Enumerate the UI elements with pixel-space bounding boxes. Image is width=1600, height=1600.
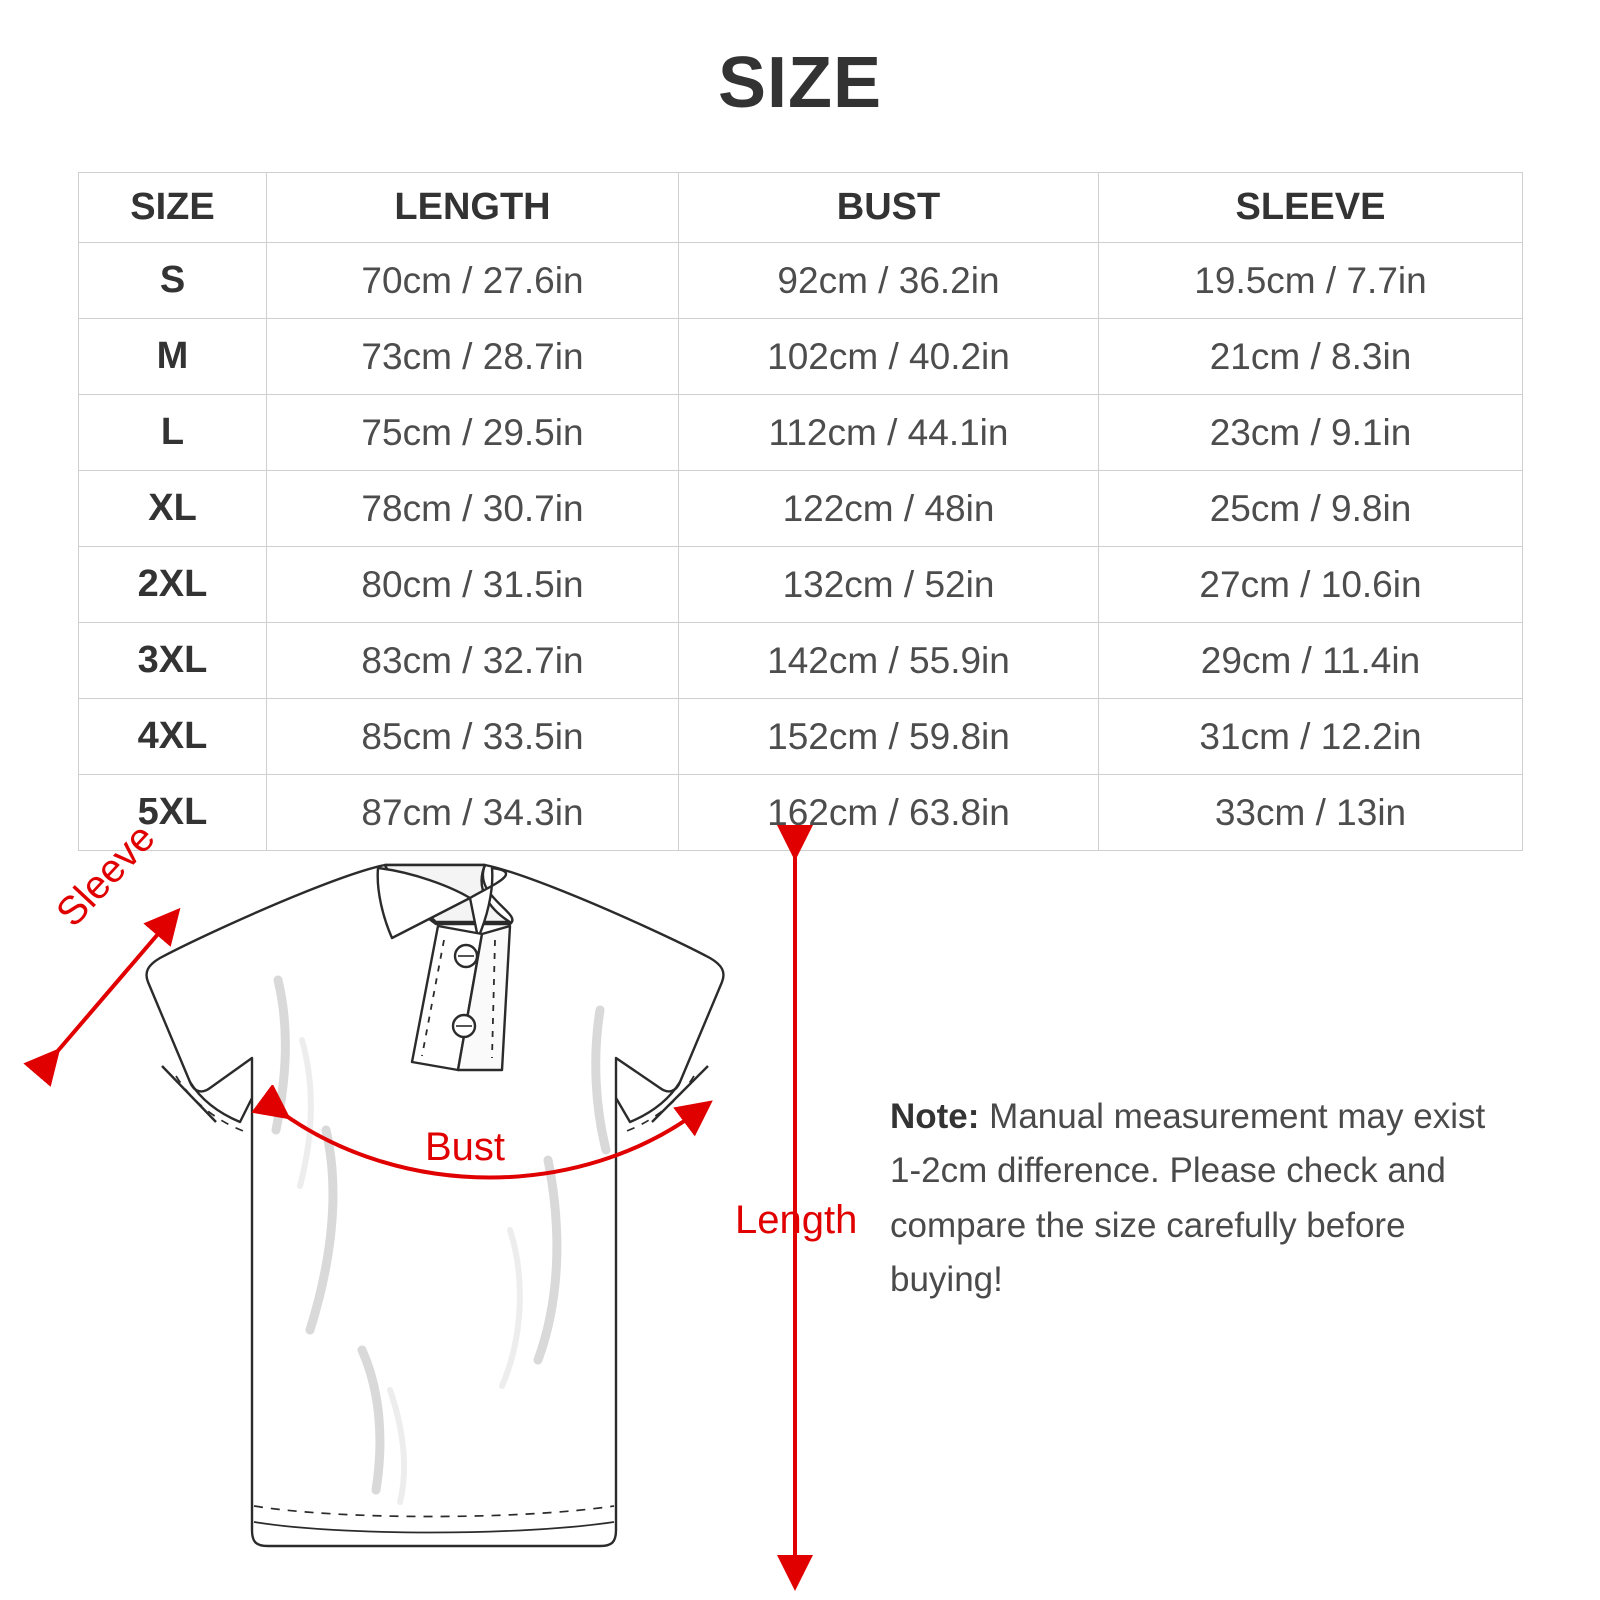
note-text [890, 1090, 1520, 1307]
column-header-bust: BUST [679, 173, 1099, 243]
cell-bust: 162cm / 63.8in [679, 775, 1099, 851]
measurement-diagram [0, 815, 1600, 1600]
cell-sleeve: 21cm / 8.3in [1099, 319, 1523, 395]
cell-bust: 152cm / 59.8in [679, 699, 1099, 775]
cell-size: XL [79, 471, 267, 547]
cell-size: M [79, 319, 267, 395]
note-body: Manual measurement may exist 1-2cm difference. Please check and compare the size carefully before buying! [890, 1097, 1486, 1299]
column-header-size: SIZE [79, 173, 267, 243]
sleeve-label: Sleeve [48, 815, 164, 936]
cell-sleeve: 19.5cm / 7.7in [1099, 243, 1523, 319]
note-prefix: Note: [890, 1097, 980, 1136]
column-header-length: LENGTH [267, 173, 679, 243]
cell-sleeve: 27cm / 10.6in [1099, 547, 1523, 623]
bust-label: Bust [425, 1125, 506, 1169]
cell-sleeve: 31cm / 12.2in [1099, 699, 1523, 775]
cell-sleeve: 33cm / 13in [1099, 775, 1523, 851]
cell-length: 87cm / 34.3in [267, 775, 679, 851]
sleeve-measure-arrow [20, 860, 220, 1100]
size-table [78, 172, 1523, 851]
cell-length: 80cm / 31.5in [267, 547, 679, 623]
column-header-sleeve: SLEEVE [1099, 173, 1523, 243]
cell-bust: 102cm / 40.2in [679, 319, 1099, 395]
page-title: SIZE [717, 43, 883, 123]
cell-bust: 122cm / 48in [679, 471, 1099, 547]
cell-length: 83cm / 32.7in [267, 623, 679, 699]
cell-size: 4XL [79, 699, 267, 775]
table-row [79, 471, 1523, 547]
cell-length: 75cm / 29.5in [267, 395, 679, 471]
bust-measure-arrow [250, 1085, 770, 1225]
cell-size: 3XL [79, 623, 267, 699]
cell-sleeve: 29cm / 11.4in [1099, 623, 1523, 699]
cell-sleeve: 25cm / 9.8in [1099, 471, 1523, 547]
table-row [79, 547, 1523, 623]
cell-sleeve: 23cm / 9.1in [1099, 395, 1523, 471]
table-row [79, 243, 1523, 319]
cell-length: 85cm / 33.5in [267, 699, 679, 775]
cell-bust: 92cm / 36.2in [679, 243, 1099, 319]
cell-size: S [79, 243, 267, 319]
cell-size: L [79, 395, 267, 471]
cell-length: 78cm / 30.7in [267, 471, 679, 547]
table-row [79, 395, 1523, 471]
cell-size: 2XL [79, 547, 267, 623]
table-row [79, 319, 1523, 395]
table-row [79, 623, 1523, 699]
cell-length: 70cm / 27.6in [267, 243, 679, 319]
cell-bust: 142cm / 55.9in [679, 623, 1099, 699]
table-header-row [79, 173, 1523, 243]
length-label: Length [735, 1198, 858, 1242]
table-row [79, 699, 1523, 775]
cell-length: 73cm / 28.7in [267, 319, 679, 395]
cell-bust: 112cm / 44.1in [679, 395, 1099, 471]
cell-size: 5XL [79, 775, 267, 851]
cell-bust: 132cm / 52in [679, 547, 1099, 623]
